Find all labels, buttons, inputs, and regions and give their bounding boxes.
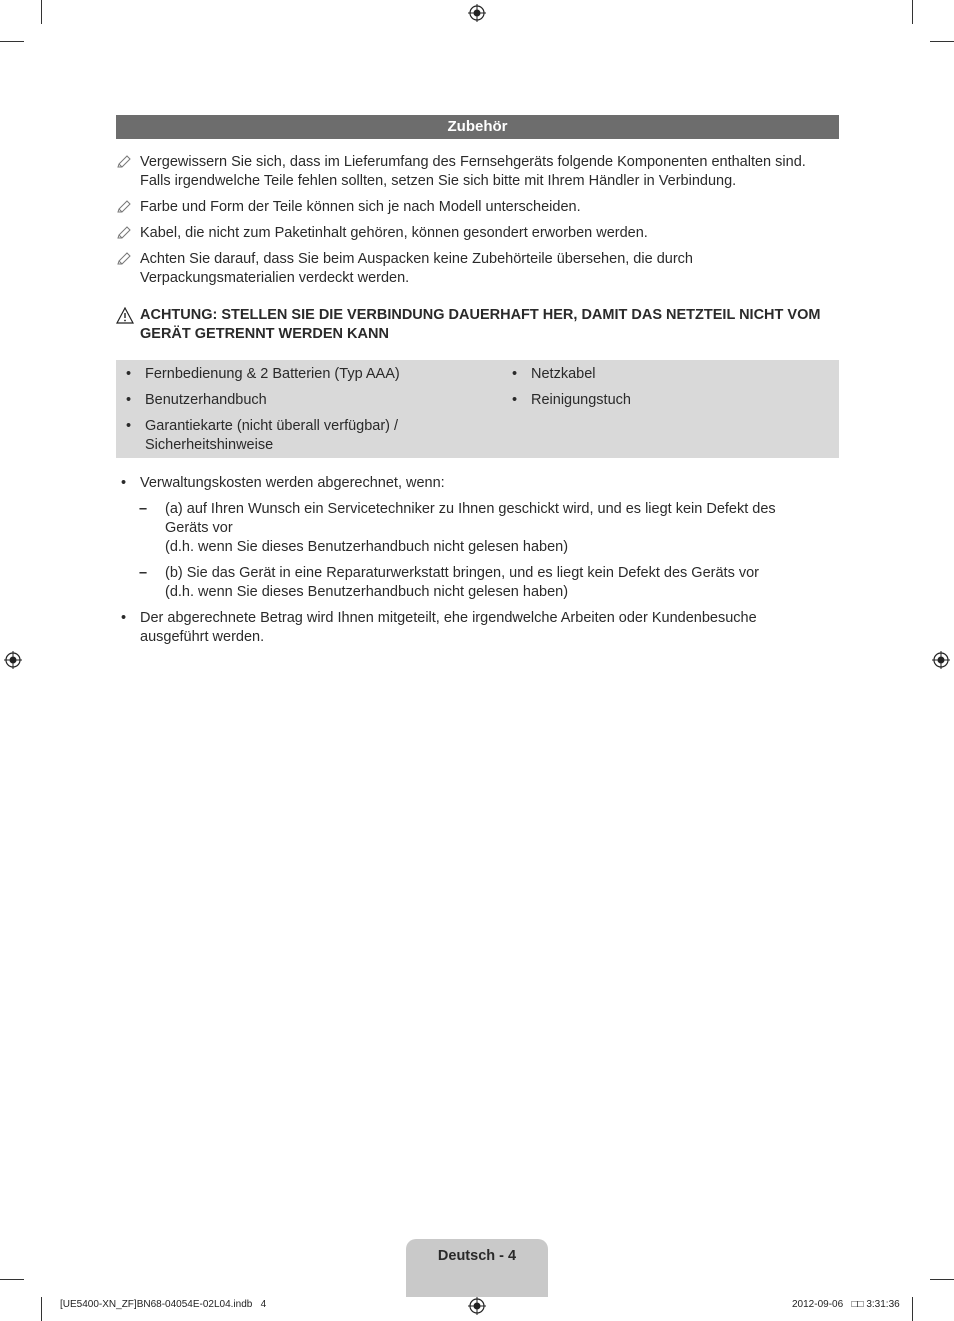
crop-mark [930, 1279, 954, 1280]
fee-case-text: (b) Sie das Gerät in eine Reparaturwerkstatt bringen, und es liegt kein Defekt des Geräts vor [165, 565, 759, 581]
footer-timestamp: 2012-09-06 □□ 3:31:36 [792, 1299, 900, 1310]
list-item: • Der abgerechnete Betrag wird Ihnen mitgeteilt, ehe irgendwelche Arbeiten oder Kundenbesuche ausgeführt werden. [121, 610, 757, 645]
note-text: Achten Sie darauf, dass Sie beim Auspacken keine Zubehörteile übersehen, die durch Verpackungsmaterialien verdeckt werden. [140, 251, 693, 286]
note-item [116, 153, 839, 191]
list-item: • Verwaltungskosten werden abgerechnet, wenn: [121, 475, 445, 491]
fee-case-note: (d.h. wenn Sie dieses Benutzerhandbuch nicht gelesen haben) [165, 584, 569, 600]
footer-file-info: [UE5400-XN_ZF]BN68-04054E-02L04.indb 4 [60, 1299, 267, 1310]
pencil-icon [116, 225, 132, 241]
fee-case-note: (d.h. wenn Sie dieses Benutzerhandbuch nicht gelesen haben) [165, 539, 569, 555]
fee-case: – (b) Sie das Gerät in eine Reparaturwerkstatt bringen, und es liegt kein Defekt des Geräts vor (d.h. wenn Sie dieses Benutzerhandbuch nicht gelesen haben) [116, 564, 816, 602]
crop-mark [912, 1297, 913, 1321]
contents-column-right [502, 365, 822, 417]
list-item: • Netzkabel [512, 366, 596, 382]
crop-mark [0, 1279, 24, 1280]
page-number-tab [406, 1239, 548, 1297]
note-item [116, 250, 839, 288]
note-text: Kabel, die nicht zum Paketinhalt gehören, können gesondert erworben werden. [140, 225, 648, 241]
note-item [116, 198, 839, 217]
warning-triangle-icon [116, 307, 134, 324]
pencil-icon [116, 154, 132, 170]
registration-mark-icon [468, 4, 486, 22]
fee-case: – (a) auf Ihren Wunsch ein Servicetechniker zu Ihnen geschickt wird, und es liegt kein Defekt des Geräts vor (d.h. wenn Sie dieses Benutzerhandbuch nicht gelesen haben) [116, 500, 816, 557]
crop-mark [41, 1297, 42, 1321]
crop-mark [41, 0, 42, 24]
crop-mark [0, 41, 24, 42]
list-item: • Garantiekarte (nicht überall verfügbar) / Sicherheitshinweise [126, 418, 399, 453]
package-contents [116, 360, 839, 458]
list-item: • Benutzerhandbuch [126, 392, 267, 408]
caution-notice [116, 306, 839, 344]
crop-mark [930, 41, 954, 42]
caution-text: ACHTUNG: STELLEN SIE DIE VERBINDUNG DAUERHAFT HER, DAMIT DAS NETZTEIL NICHT VOM GERÄT GETRENNT WERDEN KANN [140, 307, 821, 342]
registration-mark-icon [932, 651, 950, 669]
crop-mark [912, 0, 913, 24]
note-item [116, 224, 839, 243]
section-title: Zubehör [116, 115, 839, 139]
page-number: Deutsch - 4 [437, 1248, 517, 1264]
registration-mark-icon [468, 1297, 486, 1315]
note-text: Vergewissern Sie sich, dass im Lieferumfang des Fernsehgeräts folgende Komponenten enthalten sind. Falls irgendwelche Teile fehlen sollten, setzen Sie sich bitte mit Ihrem Händler in Verbindung. [140, 154, 806, 189]
pencil-icon [116, 199, 132, 215]
list-item: • Fernbedienung & 2 Batterien (Typ AAA) [126, 366, 400, 382]
registration-mark-icon [4, 651, 22, 669]
note-text: Farbe und Form der Teile können sich je nach Modell unterscheiden. [140, 199, 581, 215]
pencil-icon [116, 251, 132, 267]
notes-list [116, 153, 839, 295]
list-item: • Reinigungstuch [512, 392, 631, 408]
fees-list [116, 474, 816, 654]
contents-column-left [116, 365, 446, 462]
fee-case-text: (a) auf Ihren Wunsch ein Servicetechniker zu Ihnen geschickt wird, und es liegt kein Defekt des Geräts vor [165, 501, 776, 536]
